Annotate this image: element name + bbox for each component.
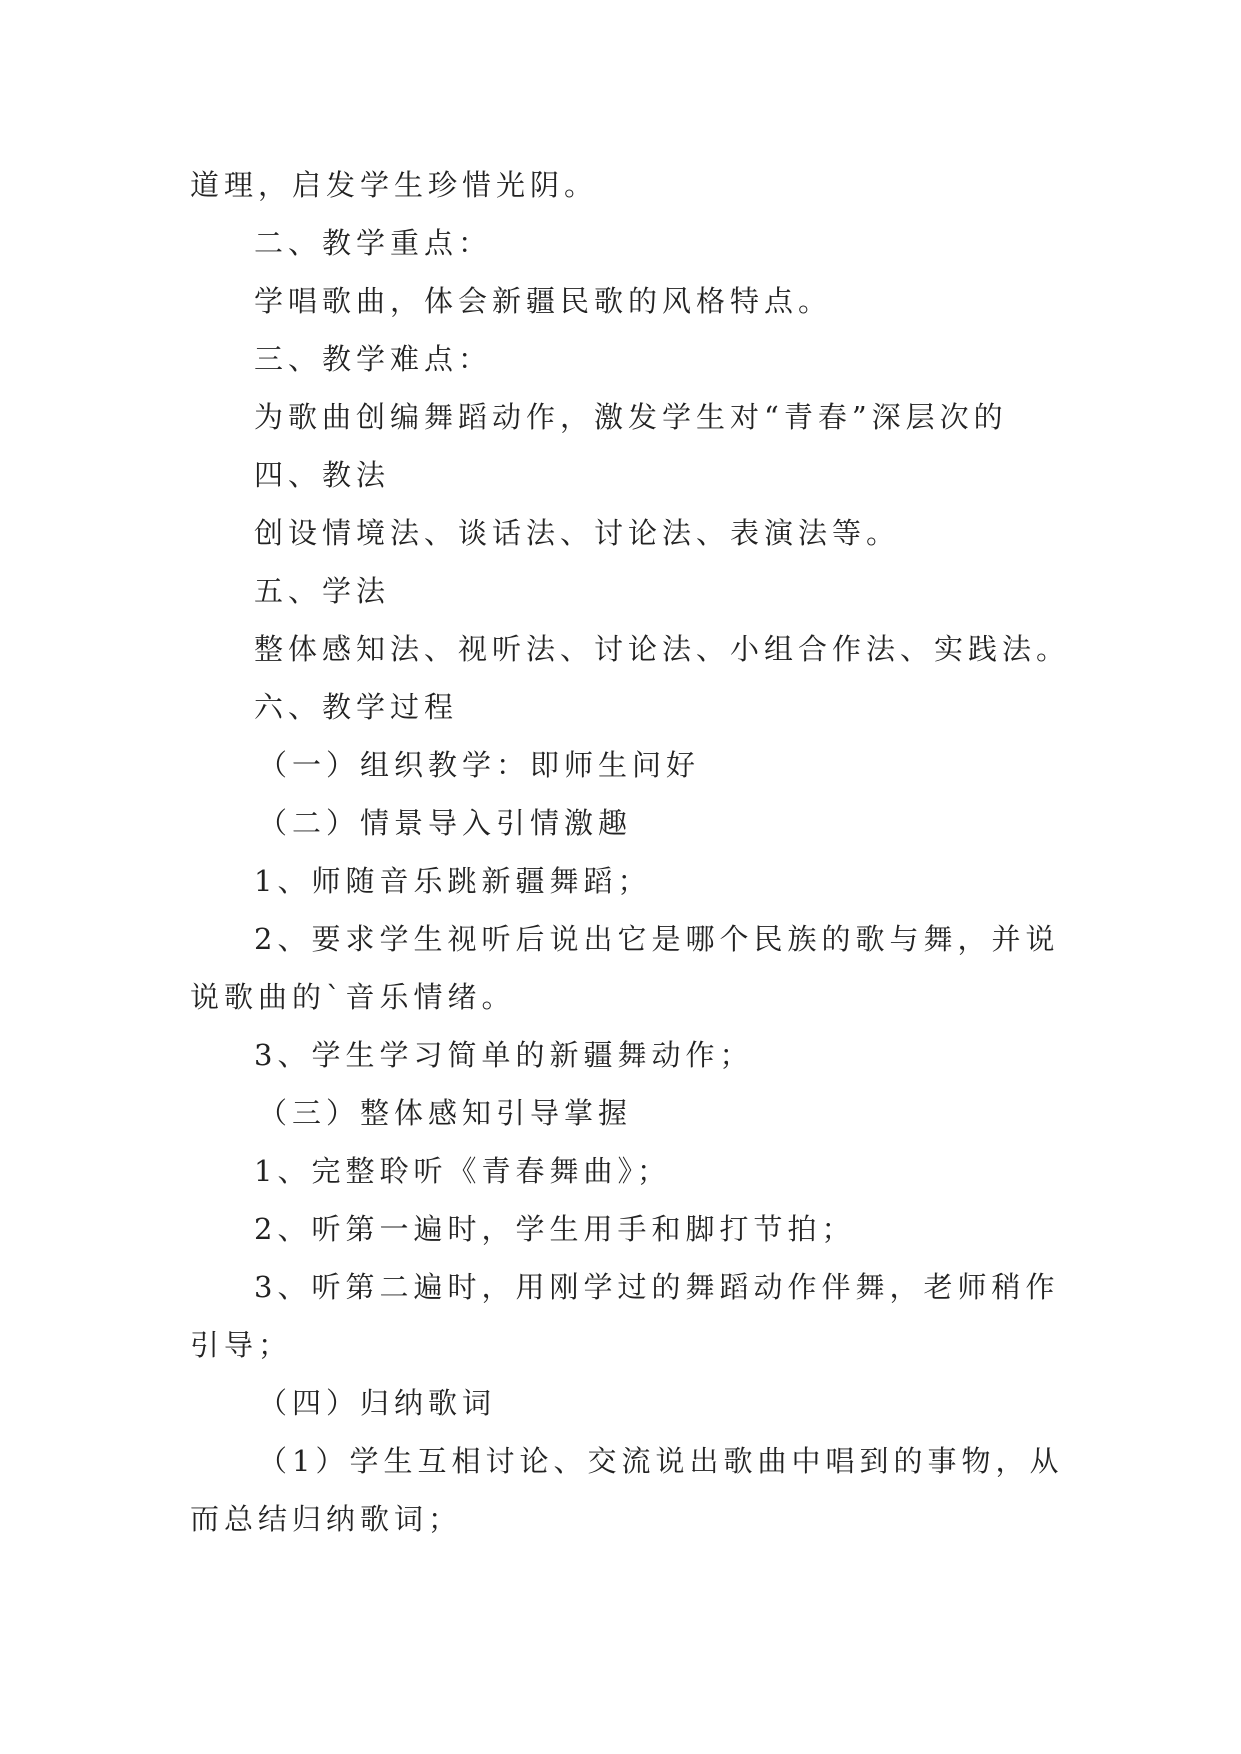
text-line: 说歌曲的`音乐情绪。 xyxy=(190,980,516,1014)
subsection-heading: （二）情景导入引情激趣 xyxy=(258,806,633,840)
section-heading: 六、教学过程 xyxy=(254,690,459,724)
subsection-heading: （一）组织教学：即师生问好 xyxy=(258,748,701,782)
text-line: 而总结归纳歌词； xyxy=(190,1502,463,1536)
subsection-heading: （三）整体感知引导掌握 xyxy=(258,1096,633,1130)
list-item: （1）学生互相讨论、交流说出歌曲中唱到的事物，从 xyxy=(258,1444,1064,1478)
list-item: 2、要求学生视听后说出它是哪个民族的歌与舞，并说 xyxy=(254,922,1060,956)
list-item: 3、学生学习简单的新疆舞动作； xyxy=(254,1038,754,1072)
list-item: 2、听第一遍时，学生用手和脚打节拍； xyxy=(254,1212,856,1246)
list-item: 1、完整聆听《青春舞曲》； xyxy=(254,1154,671,1188)
list-item: 1、师随音乐跳新疆舞蹈； xyxy=(254,864,652,898)
section-heading: 二、教学重点： xyxy=(254,226,493,260)
text-line: 为歌曲创编舞蹈动作，激发学生对“青春”深层次的 xyxy=(254,400,1008,434)
text-line: 学唱歌曲，体会新疆民歌的风格特点。 xyxy=(254,284,833,318)
section-heading: 四、教法 xyxy=(254,458,391,492)
section-heading: 三、教学难点： xyxy=(254,342,493,376)
text-line: 引导； xyxy=(190,1328,293,1362)
subsection-heading: （四）归纳歌词 xyxy=(258,1386,497,1420)
section-heading: 五、学法 xyxy=(254,574,391,608)
list-item: 3、听第二遍时，用刚学过的舞蹈动作伴舞，老师稍作 xyxy=(254,1270,1060,1304)
text-line: 道理，启发学生珍惜光阴。 xyxy=(190,168,599,202)
text-line: 创设情境法、谈话法、讨论法、表演法等。 xyxy=(254,516,901,550)
text-line: 整体感知法、视听法、讨论法、小组合作法、实践法。 xyxy=(254,632,1071,666)
